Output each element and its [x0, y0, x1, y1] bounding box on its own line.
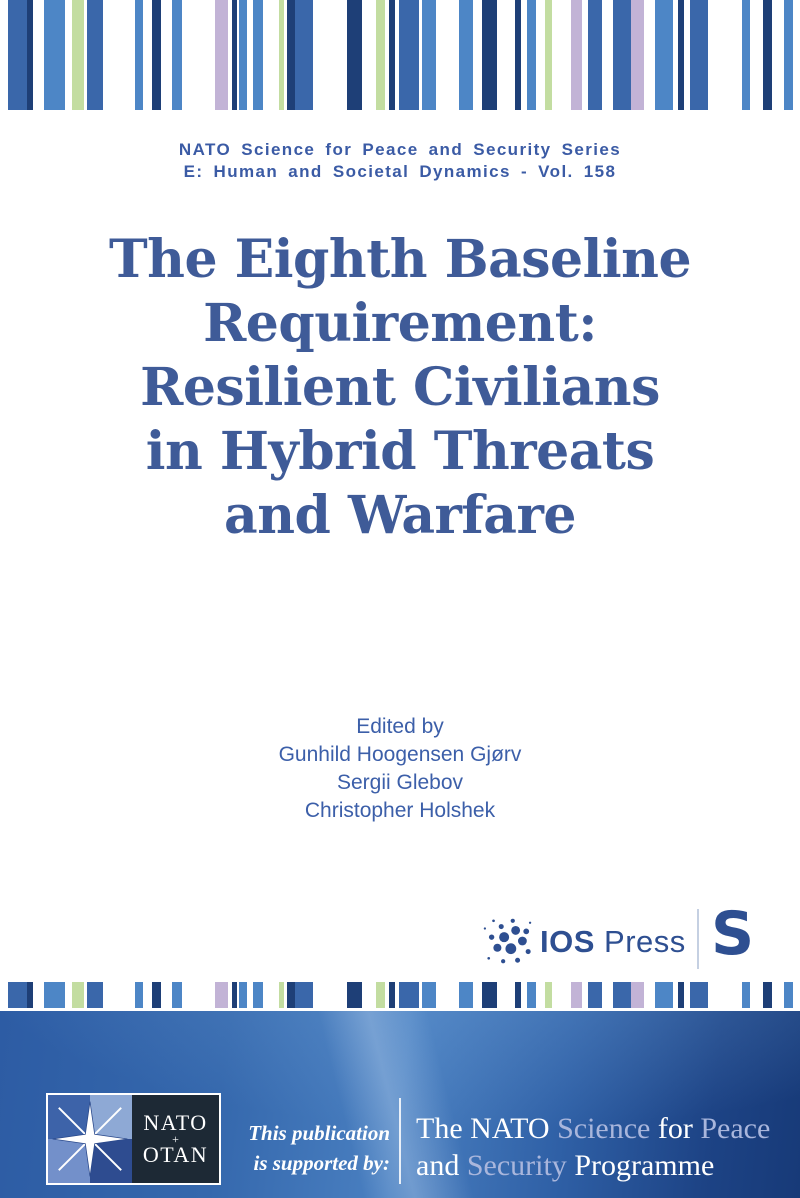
programme-word: for — [650, 1112, 701, 1145]
stripe — [389, 982, 395, 1008]
stripe — [87, 0, 103, 110]
programme-word: The NATO — [416, 1112, 558, 1145]
stripe — [742, 0, 750, 110]
programme-title — [416, 1110, 796, 1184]
ios-press-dots-icon — [482, 913, 532, 969]
stripe — [44, 982, 65, 1008]
nato-otan-separator: + — [172, 1132, 179, 1146]
stripe — [742, 982, 750, 1008]
stripe — [422, 0, 436, 110]
stripe — [347, 0, 362, 110]
stripe — [613, 0, 631, 110]
stripe — [232, 0, 237, 110]
stripe — [763, 982, 772, 1008]
stripe — [784, 0, 793, 110]
nato-word: NATO — [143, 1110, 208, 1135]
stripe — [232, 982, 237, 1008]
stripe — [287, 0, 295, 110]
stripe — [399, 982, 419, 1008]
stripe — [389, 0, 395, 110]
stripe — [376, 982, 385, 1008]
stripe — [172, 0, 182, 110]
stripe — [152, 982, 161, 1008]
stripe — [8, 982, 27, 1008]
editors-block — [0, 713, 800, 825]
stripe — [239, 982, 247, 1008]
book-title-line: Requirement: — [203, 293, 597, 354]
publisher-divider — [697, 909, 699, 969]
book-title-line: The Eighth Baseline — [108, 229, 692, 290]
programme-line-2 — [416, 1147, 796, 1184]
programme-accent-word: Security — [466, 1149, 567, 1182]
programme-accent-word: Peace — [700, 1112, 771, 1145]
stripe — [287, 982, 295, 1008]
support-note — [170, 1118, 390, 1178]
stripe — [399, 0, 419, 110]
imprint-s-icon: S — [711, 899, 755, 969]
stripe — [459, 0, 473, 110]
stripe — [527, 982, 536, 1008]
stripe — [87, 982, 103, 1008]
support-line-2: is supported by: — [253, 1151, 390, 1175]
stripe — [588, 0, 602, 110]
editor-name: Sergii Glebov — [336, 771, 464, 794]
decorative-stripe-band-bottom — [0, 982, 800, 1008]
stripe — [763, 0, 772, 110]
stripe — [347, 982, 362, 1008]
stripe — [784, 982, 793, 1008]
otan-word: OTAN — [142, 1142, 209, 1167]
stripe — [72, 982, 84, 1008]
stripe — [295, 982, 313, 1008]
stripe — [527, 0, 536, 110]
stripe — [253, 982, 263, 1008]
stripe — [690, 0, 708, 110]
stripe — [482, 0, 497, 110]
stripe — [678, 0, 684, 110]
stripe — [27, 0, 33, 110]
footer-banner — [0, 1011, 800, 1198]
stripe — [215, 982, 228, 1008]
stripe — [515, 0, 521, 110]
stripe — [515, 982, 521, 1008]
stripe — [295, 0, 313, 110]
series-heading — [0, 139, 800, 183]
stripe — [678, 982, 684, 1008]
edited-by-label: Edited by — [356, 715, 444, 738]
programme-accent-word: Science — [557, 1112, 651, 1145]
decorative-stripe-band-top — [0, 0, 800, 110]
series-line-1: NATO Science for Peace and Security Series — [178, 140, 622, 159]
stripe — [44, 0, 65, 110]
footer-divider-line — [399, 1098, 401, 1184]
support-line-1: This publication — [248, 1121, 390, 1145]
stripe — [690, 982, 708, 1008]
stripe — [571, 982, 582, 1008]
stripe — [655, 982, 673, 1008]
stripe — [152, 0, 161, 110]
ios-bold-text: IOS — [540, 924, 595, 959]
stripe — [545, 982, 552, 1008]
series-line-2: E: Human and Societal Dynamics - Vol. 158 — [183, 162, 617, 181]
book-title-line: Resilient Civilians — [140, 357, 660, 418]
book-title-line: in Hybrid Threats — [145, 421, 655, 482]
stripe — [135, 982, 143, 1008]
ios-press-wordmark — [540, 924, 686, 960]
stripe — [655, 0, 673, 110]
programme-line-1 — [416, 1110, 796, 1147]
stripe — [631, 982, 644, 1008]
stripe — [613, 982, 631, 1008]
nato-compass-emblem — [48, 1095, 132, 1183]
stripe — [545, 0, 552, 110]
stripe — [571, 0, 582, 110]
compass-rose-icon — [51, 1098, 129, 1180]
stripe — [8, 0, 27, 110]
stripe — [631, 0, 644, 110]
editor-name: Gunhild Hoogensen Gjørv — [278, 743, 522, 766]
stripe — [72, 0, 84, 110]
stripe — [279, 0, 284, 110]
stripe — [239, 0, 247, 110]
stripe — [588, 982, 602, 1008]
book-title-line: and Warfare — [224, 485, 576, 546]
stripe — [215, 0, 228, 110]
editor-names — [0, 741, 800, 825]
stripe — [279, 982, 284, 1008]
stripe — [135, 0, 143, 110]
stripe — [27, 982, 33, 1008]
editor-name: Christopher Holshek — [304, 799, 496, 822]
press-text: Press — [594, 924, 686, 959]
stripe — [172, 982, 182, 1008]
programme-word: and — [416, 1149, 467, 1182]
programme-word: Programme — [566, 1149, 715, 1182]
publisher-block — [0, 899, 800, 985]
stripe — [482, 982, 497, 1008]
stripe — [376, 0, 385, 110]
stripe — [459, 982, 473, 1008]
stripe — [253, 0, 263, 110]
stripe — [422, 982, 436, 1008]
book-title — [0, 228, 800, 548]
